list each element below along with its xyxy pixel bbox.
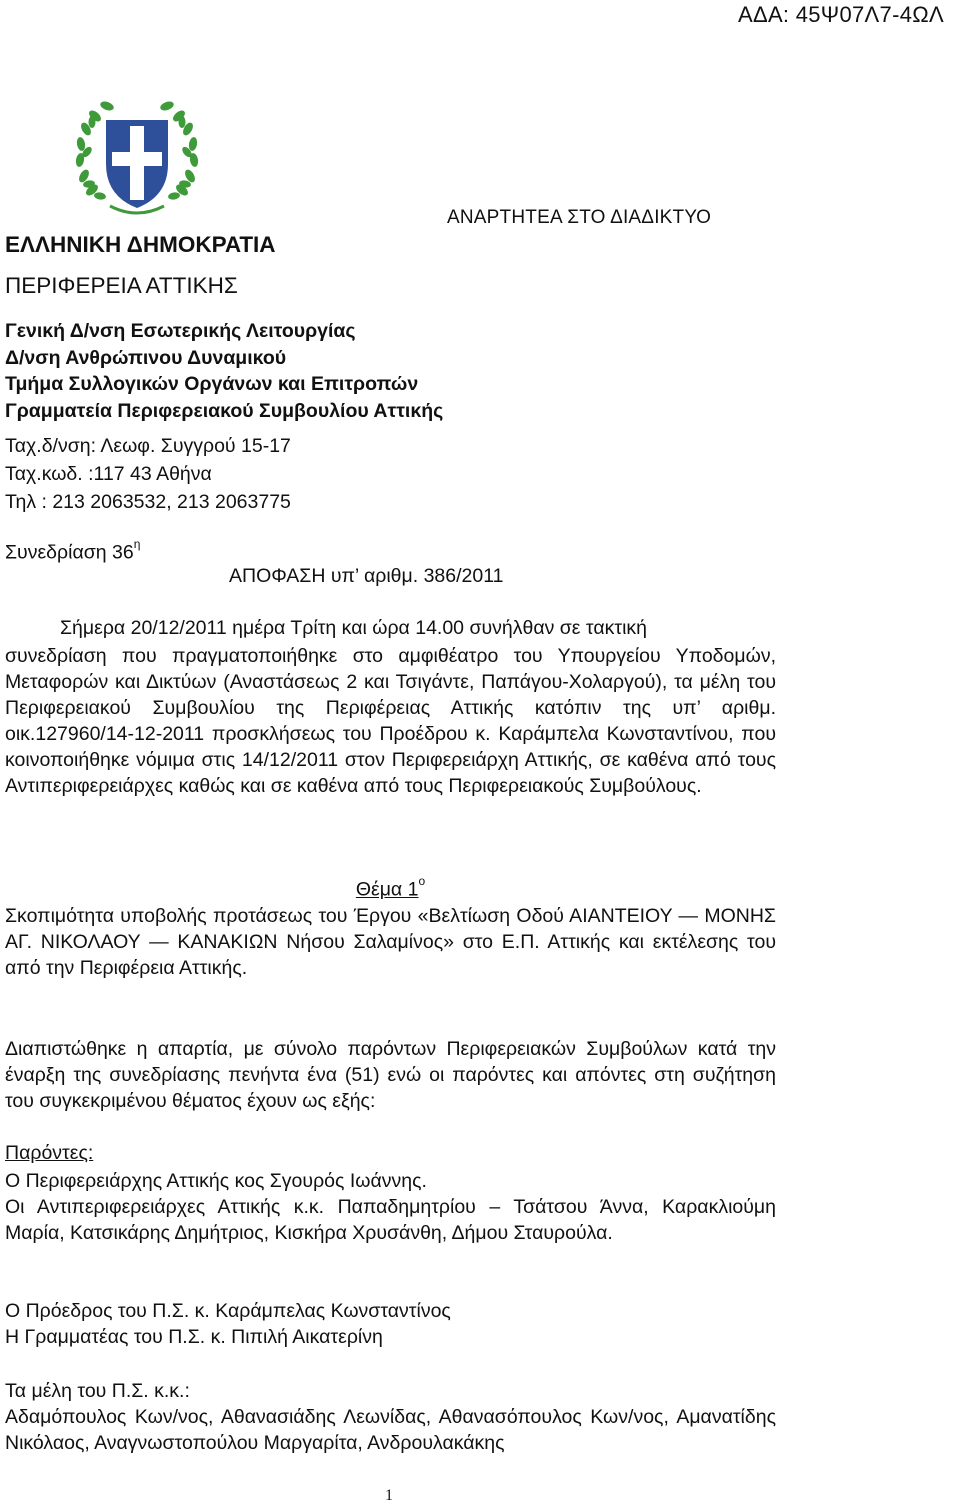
subject-text: Σκοπιμότητα υποβολής προτάσεως του Έργου «Βελτίωση Οδού ΑΙΑΝΤΕΙΟΥ — ΜΟΝΗΣ ΑΓ. ΝΙΚΟΛΑΟΥ — ΚΑΝΑΚΙΩΝ Νήσου Σαλαμίνος» στο Ε.Π. Αττικής και εκτέλεσης του από την Περιφέρεια Αττικής. (5, 905, 776, 979)
deputies-paragraph: Οι Αντιπεριφερειάρχες Αττικής κ.κ. Παπαδημητρίου – Τσάτσου Άννα, Καρακλιούμη Μαρία, Κατσικάρης Δημήτριος, Κισκήρα Χρυσάνθη, Δήμου Σταυρούλα. (5, 1196, 776, 1244)
region-title: ΠΕΡΙΦΕΡΕΙΑ ΑΤΤΙΚΗΣ (5, 273, 238, 298)
department-line: Τμήμα Συλλογικών Οργάνων και Επιτροπών (5, 373, 419, 395)
intro-paragraph: συνεδρίαση που πραγματοποιήθηκε στο αμφιθέατρο του Υπουργείου Υποδομών, Μεταφορών και Δικτύων (Αναστάσεως 2 και Τσιγάντε, Παπάγου-Χολαργού), τα μέλη του Περιφερειακού Συμβουλίου της Περιφέρειας Αττικής κατόπιν της υπ’ αριθμ. οικ.127960/14-12-2011 προσκλήσεως του Προέδρου κ. Καράμπελα Κωνσταντίνου, που κοινοποιήθηκε νόμιμα στις 14/12/2011 στον Περιφερειάρχη Αττικής, σε καθένα από τους Αντιπεριφερειάρχες καθώς και σε καθένα από τους Περιφερειακούς Συμβούλους. (5, 645, 776, 797)
decision-number: ΑΠΟΦΑΣΗ υπ’ αριθμ. 386/2011 (229, 565, 504, 587)
post-notice: ΑΝΑΡΤΗΤΕΑ ΣΤΟ ΔΙΑΔΙΚΤΥΟ (447, 207, 712, 228)
address-block (5, 432, 291, 516)
members-block (5, 1378, 776, 1456)
republic-title: ΕΛΛΗΝΙΚΗ ΔΗΜΟΚΡΑΤΙΑ (5, 232, 276, 257)
quorum-paragraph: Διαπιστώθηκε η απαρτία, με σύνολο παρόντων Περιφερειακών Συμβούλων κατά την έναρξη της συνεδρίασης πενήντα ένα (51) ενώ οι παρόντες και απόντες στη συζήτηση του συγκεκριμένου θέματος έχουν ως εξής: (5, 1038, 776, 1112)
address-line: Ταχ.δ/νση: Λεωφ. Συγγρού 15-17 (5, 435, 291, 457)
members-list: Αδαμόπουλος Κων/νος, Αθανασιάδης Λεωνίδας, Αθανασόπουλος Κων/νος, Αμανατίδης Νικόλαος, Αναγνωστοπούλου Μαργαρίτα, Ανδρουλακάκης (5, 1406, 776, 1454)
members-heading: Τα μέλη του Π.Σ. κ.κ.: (5, 1380, 190, 1402)
department-line: Γραμματεία Περιφερειακού Συμβουλίου Αττικής (5, 399, 444, 422)
page-number: 1 (385, 1487, 393, 1504)
subject-heading-text: Θέμα 1 (355, 878, 419, 901)
officers-block (5, 1298, 451, 1350)
present-heading: Παρόντες: (5, 1142, 94, 1164)
address-line: Ταχ.κωδ. :117 43 Αθήνα (5, 463, 212, 485)
ada-code: ΑΔΑ: 45Ψ07Λ7-4ΩΛ (737, 2, 944, 27)
department-block (5, 318, 443, 424)
session-ordinal: η (133, 537, 141, 551)
subject-ordinal: ο (418, 874, 426, 888)
session-number (5, 537, 141, 565)
greek-coat-of-arms-icon (70, 92, 204, 222)
department-line: Γενική Δ/νση Εσωτερικής Λειτουργίας (5, 320, 356, 342)
address-line: Τηλ : 213 2063532, 213 2063775 (5, 491, 291, 513)
department-line: Δ/νση Ανθρώπινου Δυναμικού (5, 346, 287, 369)
governor-line: Ο Περιφερειάρχης Αττικής κος Σγουρός Ιωάννης. (5, 1170, 427, 1192)
session-label: Συνεδρίαση 36 (5, 541, 134, 564)
secretary-line: Η Γραμματέας του Π.Σ. κ. Πιπιλή Αικατερίνη (5, 1326, 383, 1348)
present-block (5, 1168, 776, 1246)
subject-heading (5, 874, 776, 902)
president-line: Ο Πρόεδρος του Π.Σ. κ. Καράμπελας Κωνσταντίνος (5, 1300, 451, 1322)
intro-first-line: Σήμερα 20/12/2011 ημέρα Τρίτη και ώρα 14.00 συνήλθαν σε τακτική (60, 617, 647, 639)
